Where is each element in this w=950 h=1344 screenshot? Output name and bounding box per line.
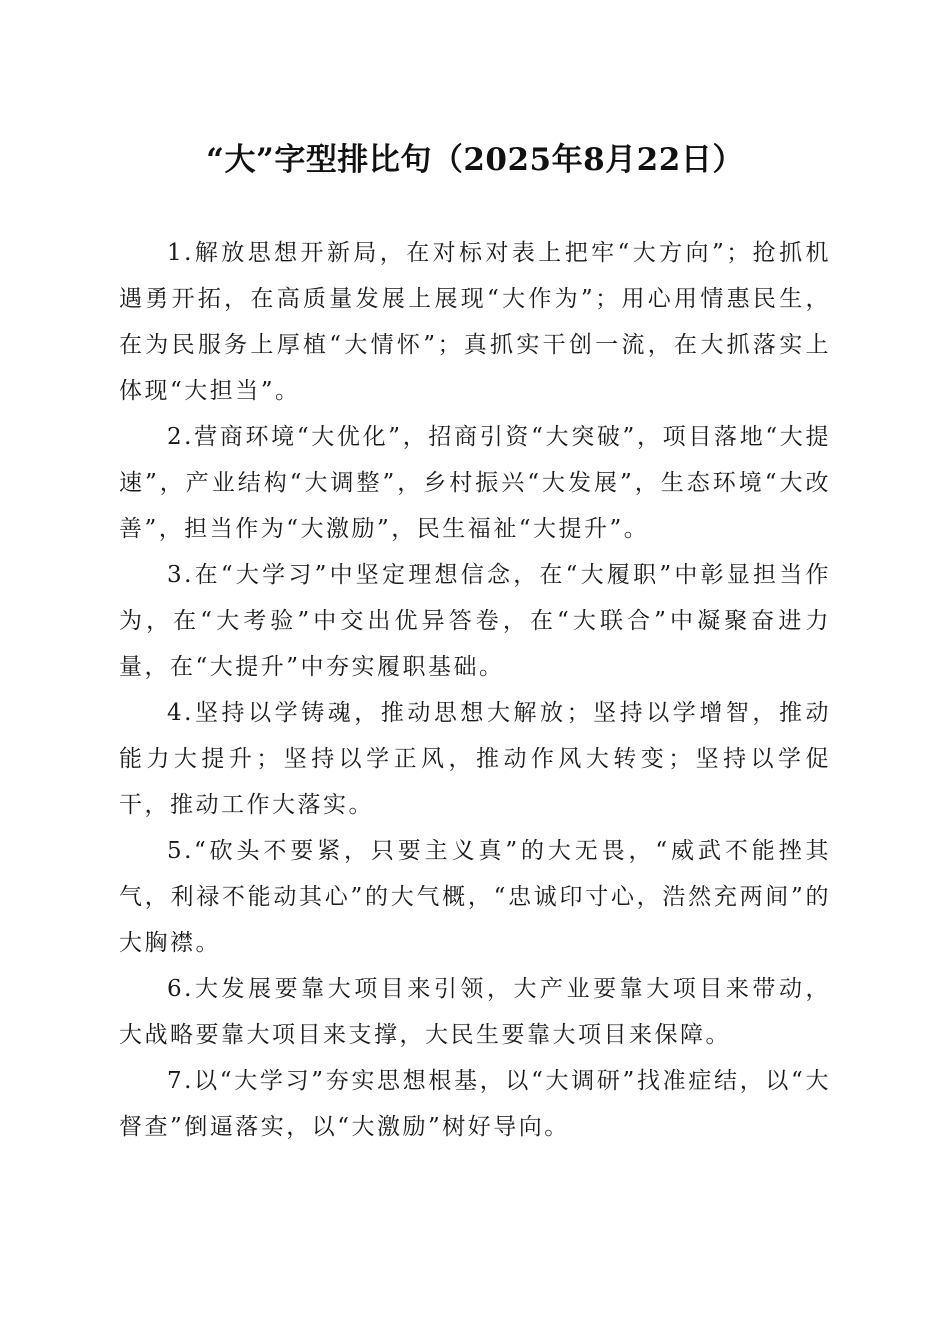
paragraph-4: 4.坚持以学铸魂，推动思想大解放；坚持以学增智，推动能力大提升；坚持以学正风，推动作风大转变；坚持以学促干，推动工作大落实。 [119, 700, 831, 818]
document-body [119, 230, 831, 1150]
paragraph-1: 1.解放思想开新局，在对标对表上把牢“大方向”；抢抓机遇勇开拓，在高质量发展上展现“大作为”；用心用情惠民生，在为民服务上厚植“大情怀”；真抓实干创一流，在大抓落实上体现“大担当”。 [119, 240, 831, 404]
paragraph-5: 5.“砍头不要紧，只要主义真”的大无畏，“威武不能挫其气，利禄不能动其心”的大气概，“忠诚印寸心，浩然充两间”的大胸襟。 [119, 838, 831, 956]
paragraph-6: 6.大发展要靠大项目来引领，大产业要靠大项目来带动，大战略要靠大项目来支撑，大民生要靠大项目来保障。 [119, 976, 831, 1048]
paragraph-7: 7.以“大学习”夯实思想根基，以“大调研”找准症结，以“大督查”倒逼落实，以“大激励”树好导向。 [119, 1068, 831, 1140]
paragraph-3: 3.在“大学习”中坚定理想信念，在“大履职”中彰显担当作为，在“大考验”中交出优异答卷，在“大联合”中凝聚奋进力量，在“大提升”中夯实履职基础。 [119, 562, 831, 680]
document-title: “大”字型排比句（2025年8月22日） [206, 142, 744, 178]
paragraph-2: 2.营商环境“大优化”，招商引资“大突破”，项目落地“大提速”，产业结构“大调整”，乡村振兴“大发展”，生态环境“大改善”，担当作为“大激励”，民生福祉“大提升”。 [119, 424, 831, 542]
